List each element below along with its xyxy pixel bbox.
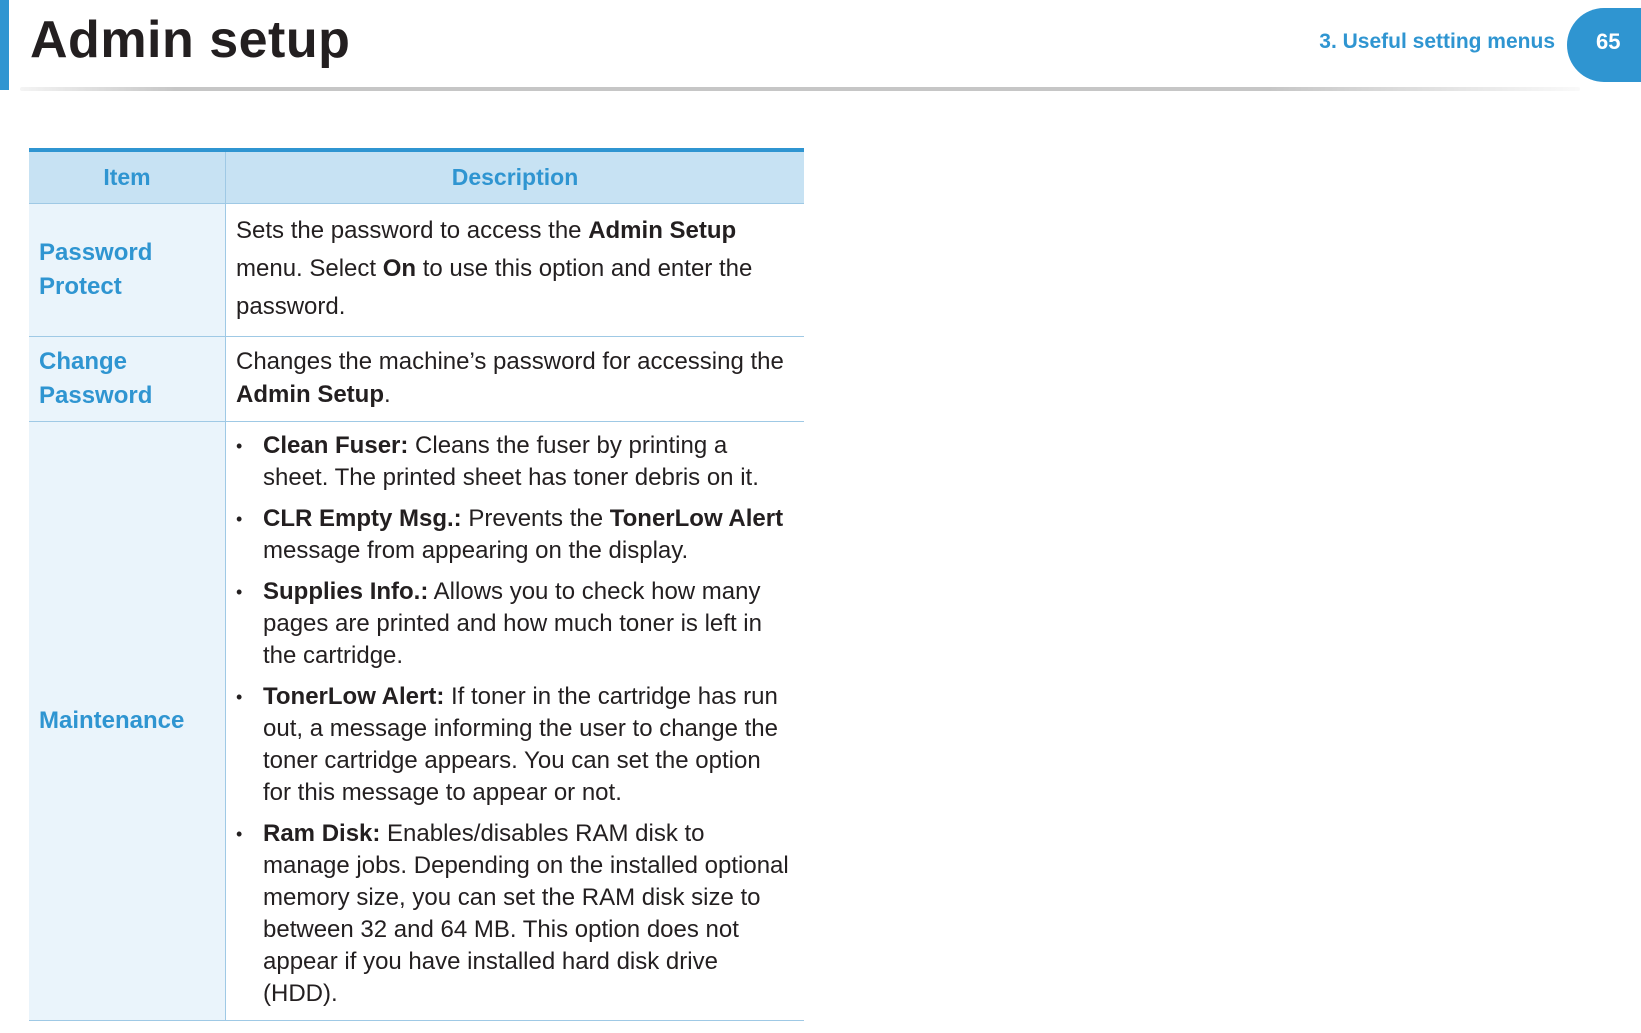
option-name-bold: TonerLow Alert xyxy=(609,505,784,532)
description-text-segment: to use this option and enter the password. xyxy=(236,255,753,320)
option-description: Enables/disables RAM disk to manage jobs. Depending on the installed optional memory size, you can set the RAM disk size to between 32 and 64 MB. This option does not appear if you have installed hard disk drive (HDD). xyxy=(263,820,789,1007)
page-number-badge: 65 xyxy=(1567,8,1641,82)
chapter-label: 3. Useful setting menus xyxy=(1319,30,1555,53)
option-label: Supplies Info.: xyxy=(263,578,429,605)
page-title: Admin setup xyxy=(30,11,351,69)
item-password-protect: Password Protect xyxy=(29,204,226,337)
bullet-icon: • xyxy=(236,436,243,456)
description-cell xyxy=(226,204,805,337)
option-label: CLR Empty Msg.: xyxy=(263,505,462,532)
option-label: Ram Disk: xyxy=(263,820,381,847)
description-text-segment: Sets the password to access the xyxy=(236,217,589,244)
option-description: Cleans the fuser by printing a sheet. The printed sheet has toner debris on it. xyxy=(263,432,759,491)
left-accent-bar xyxy=(0,0,9,90)
item-change-password: Change Password xyxy=(29,337,226,422)
bullet-icon: • xyxy=(236,582,243,602)
item-maintenance: Maintenance xyxy=(29,422,226,1021)
list-item xyxy=(236,503,794,567)
list-item xyxy=(236,430,794,494)
menu-name-bold: Admin Setup xyxy=(588,217,737,244)
option-description: Prevents the xyxy=(461,505,610,532)
description-text xyxy=(236,212,794,326)
list-item xyxy=(236,576,794,672)
table-row xyxy=(29,337,804,422)
maintenance-options-list xyxy=(236,430,794,1010)
column-header-description: Description xyxy=(226,150,805,204)
description-text-segment: . xyxy=(384,381,391,408)
option-description: message from appearing on the display. xyxy=(263,537,689,564)
list-item xyxy=(236,681,794,809)
bullet-icon: • xyxy=(236,824,243,844)
table-row xyxy=(29,204,804,337)
option-label: Clean Fuser: xyxy=(263,432,409,459)
option-name-bold: On xyxy=(382,255,417,282)
header-divider xyxy=(20,87,1580,91)
option-label: TonerLow Alert: xyxy=(263,683,445,710)
description-text xyxy=(236,345,794,411)
description-text-segment: Changes the machine’s password for accessing the xyxy=(236,348,784,375)
table-row xyxy=(29,422,804,1021)
description-cell xyxy=(226,337,805,422)
list-item xyxy=(236,818,794,1010)
description-cell xyxy=(226,422,805,1021)
bullet-icon: • xyxy=(236,509,243,529)
admin-setup-table xyxy=(29,148,804,1021)
bullet-icon: • xyxy=(236,687,243,707)
menu-name-bold: Admin Setup xyxy=(236,381,384,408)
description-text-segment: menu. Select xyxy=(236,255,383,282)
column-header-item: Item xyxy=(29,150,226,204)
option-description: Allows you to check how many pages are printed and how much toner is left in the cartridge. xyxy=(263,578,762,669)
table-header-row xyxy=(29,150,804,204)
option-description: If toner in the cartridge has run out, a message informing the user to change the toner cartridge appears. You can set the option for this message to appear or not. xyxy=(263,683,778,806)
